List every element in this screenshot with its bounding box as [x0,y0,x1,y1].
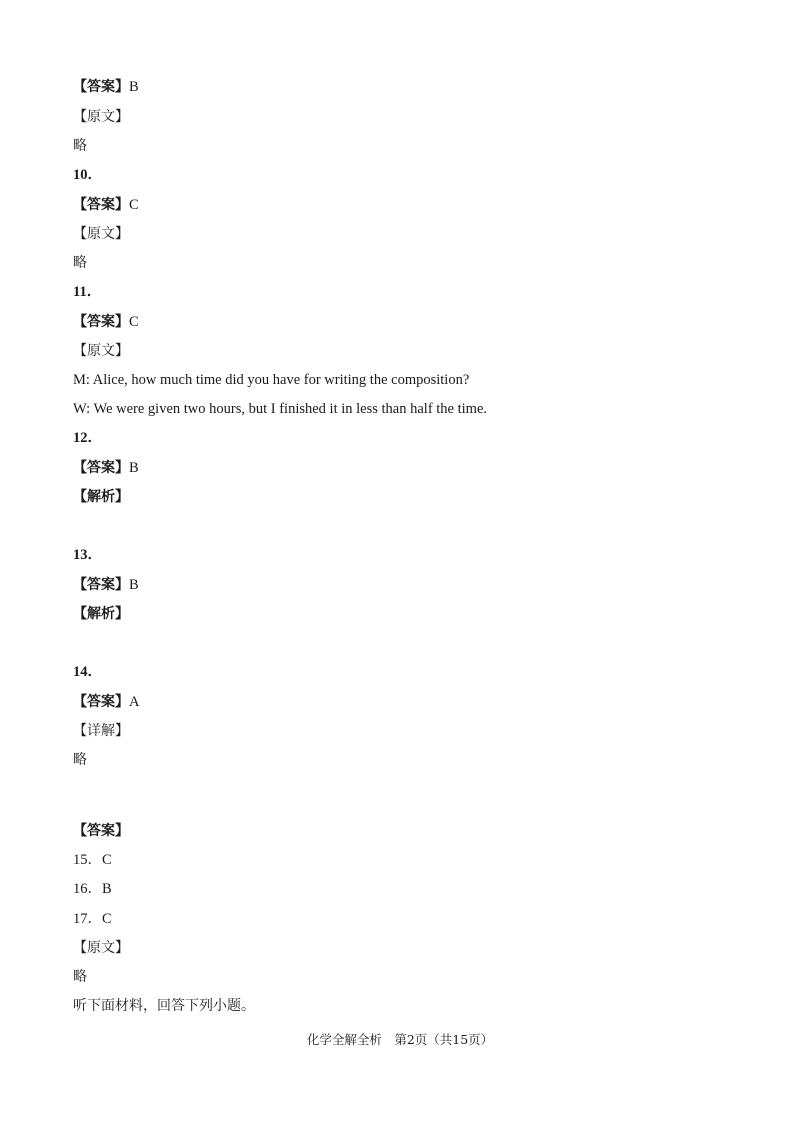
listening-instruction: 听下面材料，回答下列小题。 [73,998,255,1014]
q12-number: 12． [73,430,102,446]
answer-value: B [129,460,139,476]
q12-analysis-label: 【解析】 [73,489,129,505]
answer-value: C [129,197,139,213]
answer-label: 【答案】 [73,460,129,476]
q11-answer-row [73,313,139,331]
q13-answer-row [73,576,139,594]
q15-17-source-text: 略 [73,969,87,985]
q14-number: 14． [73,664,102,680]
q15-17-source-label: 【原文】 [73,940,129,956]
answer-label: 【答案】 [73,314,129,330]
q10-source-label: 【原文】 [73,226,129,242]
q11-dialogue-line-m: M: Alice, how much time did you have for writing the composition? [73,372,470,388]
q12-answer-row [73,459,139,477]
q16-answer: 16．B [73,881,112,897]
q10-answer-row [73,196,139,214]
answer-label: 【答案】 [73,197,129,213]
q10-number: 10． [73,167,102,183]
q14-answer-row [73,693,139,711]
q11-dialogue-line-w: W: We were given two hours, but I finished it in less than half the time. [73,401,488,417]
q9-source-label: 【原文】 [73,109,129,125]
answer-label: 【答案】 [73,79,129,95]
q9-source-text: 略 [73,138,87,154]
page-footer: 化学全解全析 第2页（共15页） [306,1032,494,1047]
q9-answer-row [73,78,139,96]
answer-value: B [129,577,139,593]
answer-label: 【答案】 [73,577,129,593]
q14-detail-text: 略 [73,752,87,768]
q17-answer: 17．C [73,911,112,927]
q11-number: 11． [73,284,102,300]
q10-source-text: 略 [73,255,87,271]
q13-analysis-label: 【解析】 [73,606,129,622]
q13-number: 13． [73,547,102,563]
answer-value: A [129,694,140,710]
answer-value: B [129,79,139,95]
q11-source-label: 【原文】 [73,343,129,359]
answer-label: 【答案】 [73,694,129,710]
q14-detail-label: 【详解】 [73,723,129,739]
q15-answer: 15．C [73,852,112,868]
q15-17-answer-label: 【答案】 [73,823,129,839]
answer-value: C [129,314,139,330]
